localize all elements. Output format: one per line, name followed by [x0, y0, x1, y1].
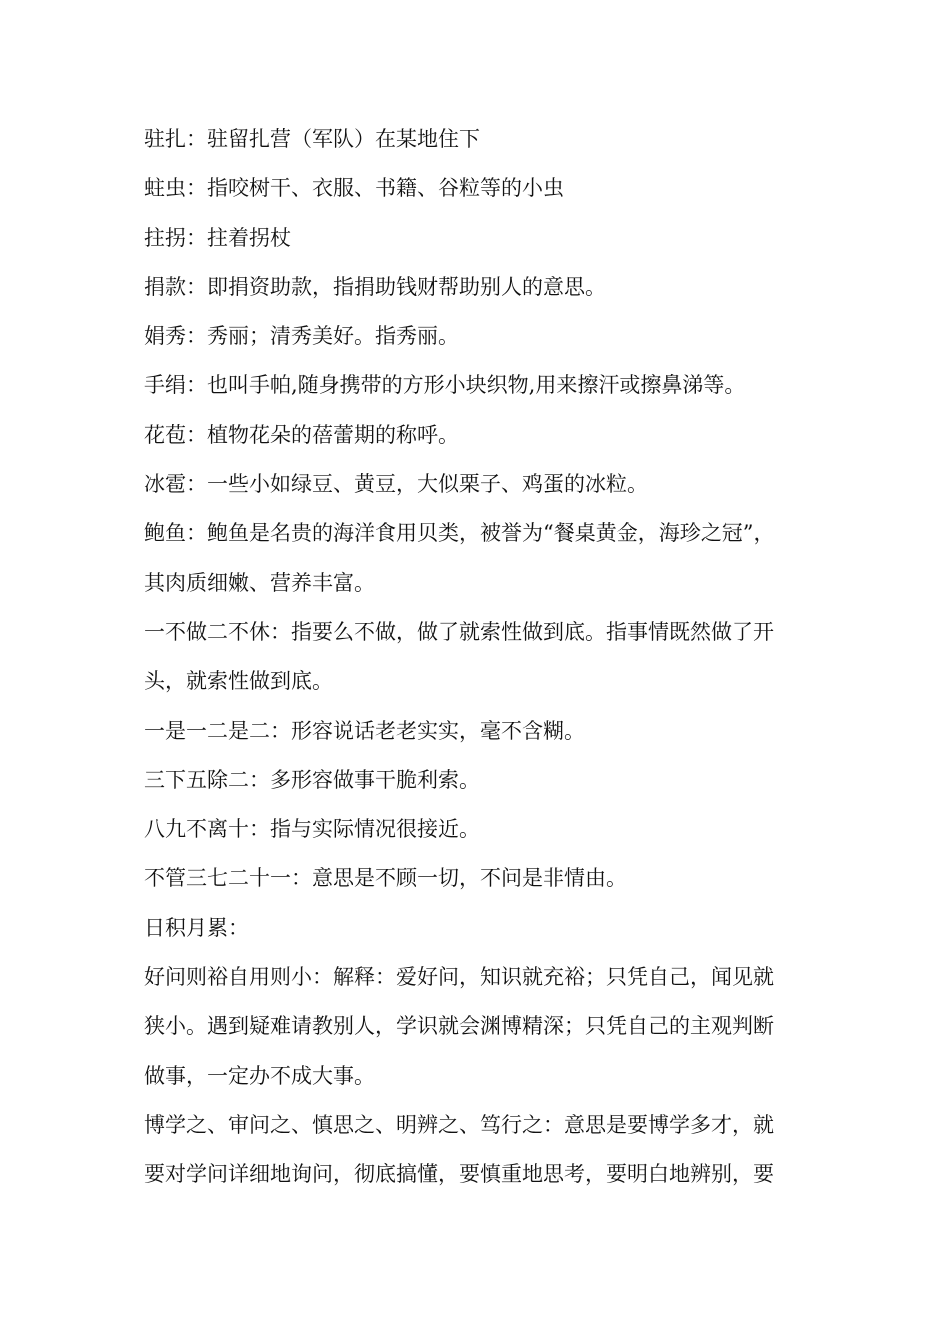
text-line: 其肉质细嫩、营养丰富。 — [144, 570, 375, 595]
text-line: 要对学问详细地询问，彻底搞懂，要慎重地思考，要明白地辨别，要 — [144, 1162, 774, 1187]
text-line: 花苞：植物花朵的蓓蕾期的称呼。 — [144, 422, 459, 447]
text-line: 博学之、审问之、慎思之、明辨之、笃行之：意思是要博学多才，就 — [144, 1112, 774, 1137]
text-line: 一是一二是二：形容说话老老实实，毫不含糊。 — [144, 718, 585, 743]
text-line: 做事，一定办不成大事。 — [144, 1063, 375, 1088]
text-line: 手绢：也叫手帕,随身携带的方形小块织物,用来擦汗或擦鼻涕等。 — [144, 373, 746, 398]
text-line: 冰雹：一些小如绿豆、黄豆，大似栗子、鸡蛋的冰粒。 — [144, 472, 648, 497]
document-body — [144, 115, 809, 1200]
text-line: 一不做二不休：指要么不做，做了就索性做到底。指事情既然做了开 — [144, 619, 774, 644]
text-line: 狭小。遇到疑难请教别人，学识就会渊博精深；只凭自己的主观判断 — [144, 1014, 774, 1039]
text-line: 不管三七二十一：意思是不顾一切，不问是非情由。 — [144, 866, 627, 891]
text-line: 娟秀：秀丽；清秀美好。指秀丽。 — [144, 324, 459, 349]
text-line: 三下五除二：多形容做事干脆利索。 — [144, 767, 480, 792]
text-line: 头，就索性做到底。 — [144, 669, 333, 694]
text-line: 拄拐：拄着拐杖 — [144, 225, 291, 250]
text-line: 日积月累： — [144, 915, 249, 940]
text-line: 蛀虫：指咬树干、衣服、书籍、谷粒等的小虫 — [144, 176, 564, 201]
text-line: 捐款：即捐资助款，指捐助钱财帮助别人的意思。 — [144, 274, 606, 299]
text-line: 好问则裕自用则小：解释：爱好问，知识就充裕；只凭自己，闻见就 — [144, 965, 774, 990]
text-line: 八九不离十：指与实际情况很接近。 — [144, 817, 480, 842]
text-line: 鲍鱼：鲍鱼是名贵的海洋食用贝类，被誉为“餐桌黄金，海珍之冠”， — [144, 521, 775, 546]
text-line: 驻扎：驻留扎营（军队）在某地住下 — [144, 127, 480, 151]
